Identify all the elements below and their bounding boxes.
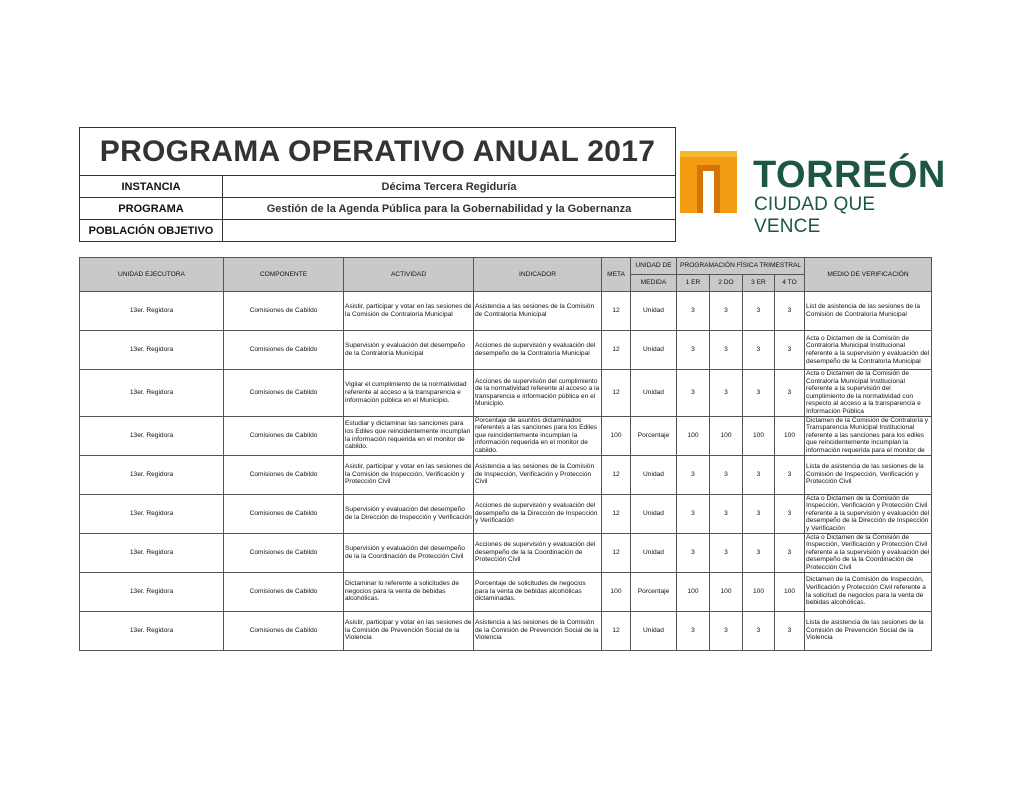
- cell-unidad-ejecutora: 13er. Regidora: [80, 370, 224, 417]
- cell-q1: 3: [677, 494, 710, 533]
- cell-q3: 3: [743, 455, 775, 494]
- cell-meta: 12: [602, 455, 631, 494]
- cell-indicador: Porcentaje de solicitudes de negocios para la venta de bebidas alcohólicas dictaminadas.: [474, 572, 602, 611]
- cell-q1: 3: [677, 455, 710, 494]
- table-row: [80, 611, 932, 650]
- cell-q4: 3: [775, 331, 805, 370]
- header-row-programa: [80, 198, 676, 220]
- cell-unidad-ejecutora: 13er. Regidora: [80, 572, 224, 611]
- cell-componente: Comisiones de Cabildo: [224, 572, 344, 611]
- cell-unidad-medida: Unidad: [631, 292, 677, 331]
- cell-medio-verificacion: Lista de asistencia de las sesiones de la Comisión de Prevención Social de la Violencia: [805, 611, 932, 650]
- cell-q3: 100: [743, 572, 775, 611]
- cell-medio-verificacion: Acta o Dictamen de la Comisión de Inspección, Verificación y Protección Civil referente a la supervisión y evaluación del desempeño de la la Coordinación de Protección Civil: [805, 533, 932, 572]
- col-header-unidad-ejecutora: UNIDAD EJECUTORA: [80, 258, 224, 292]
- table-row: [80, 292, 932, 331]
- cell-actividad: Supervisión y evaluación del desempeño de la Dirección de Inspección y Verificación: [344, 494, 474, 533]
- col-header-q4: 4 TO: [775, 275, 805, 292]
- cell-q4: 3: [775, 292, 805, 331]
- cell-indicador: Acciones de supervisión y evaluación del desempeño de la Contraloría Municipal: [474, 331, 602, 370]
- cell-q1: 3: [677, 292, 710, 331]
- cell-medio-verificacion: Acta o Dictamen de la Comisión de Inspección, Verificación y Protección Civil referente a la supervisión y evaluación del desempeño de la Dirección de Inspección y Verificación: [805, 494, 932, 533]
- cell-unidad-medida: Unidad: [631, 331, 677, 370]
- page-title: PROGRAMA OPERATIVO ANUAL 2017: [80, 128, 676, 176]
- table-row: [80, 572, 932, 611]
- cell-medio-verificacion: Dictamen de la Comisión de Inspección, Verificación y Protección Civil referente a la solicitud de negocios para la venta de bebidas alcohólicas.: [805, 572, 932, 611]
- program-header-table: [79, 127, 676, 242]
- torreon-logo-mark-icon: [680, 151, 737, 213]
- cell-meta: 100: [602, 416, 631, 455]
- header-row-poblacion: [80, 220, 676, 242]
- cell-componente: Comisiones de Cabildo: [224, 533, 344, 572]
- cell-meta: 100: [602, 572, 631, 611]
- cell-componente: Comisiones de Cabildo: [224, 331, 344, 370]
- cell-unidad-medida: Unidad: [631, 494, 677, 533]
- cell-indicador: Porcentaje de asuntos dictaminados referentes a las sanciones para los Ediles que reincidentemente incumplan la información requerida en el monitor de cabildo.: [474, 416, 602, 455]
- cell-unidad-ejecutora: 13er. Regidora: [80, 292, 224, 331]
- cell-q3: 3: [743, 533, 775, 572]
- cell-meta: 12: [602, 533, 631, 572]
- cell-q2: 3: [710, 455, 743, 494]
- cell-actividad: Asistir, participar y votar en las sesiones de la Comisión de Inspección, Verificación y Protección Civil: [344, 455, 474, 494]
- cell-actividad: Supervisión y evaluación del desempeño de la la Coordinación de Protección Civil: [344, 533, 474, 572]
- cell-unidad-medida: Porcentaje: [631, 572, 677, 611]
- col-header-medida: MEDIDA: [631, 275, 677, 292]
- cell-meta: 12: [602, 370, 631, 417]
- torreon-logo: [680, 150, 946, 237]
- header-row-instancia: [80, 176, 676, 198]
- cell-q4: 3: [775, 533, 805, 572]
- header-label: POBLACIÓN OBJETIVO: [80, 220, 223, 242]
- cell-medio-verificacion: Acta o Dictamen de la Comisión de Contraloría Municipal Institucional referente a la supervisión del cumplimiento de la normatividad con respecto al acceso a la transparencia e Información Pública: [805, 370, 932, 417]
- cell-componente: Comisiones de Cabildo: [224, 416, 344, 455]
- cell-q3: 3: [743, 370, 775, 417]
- cell-unidad-medida: Porcentaje: [631, 416, 677, 455]
- cell-q3: 3: [743, 494, 775, 533]
- cell-indicador: Asistencia a las sesiones de la Comisión de la Comisión de Prevención Social de la Violencia: [474, 611, 602, 650]
- col-header-unidad-de: UNIDAD DE: [631, 258, 677, 275]
- cell-unidad-medida: Unidad: [631, 611, 677, 650]
- col-header-q2: 2 DO: [710, 275, 743, 292]
- cell-meta: 12: [602, 292, 631, 331]
- cell-componente: Comisiones de Cabildo: [224, 455, 344, 494]
- cell-q4: 3: [775, 370, 805, 417]
- table-row: [80, 533, 932, 572]
- cell-unidad-ejecutora: 13er. Regidora: [80, 416, 224, 455]
- cell-q4: 3: [775, 611, 805, 650]
- cell-componente: Comisiones de Cabildo: [224, 611, 344, 650]
- table-row: [80, 416, 932, 455]
- cell-q1: 3: [677, 611, 710, 650]
- activities-table: [79, 257, 932, 651]
- cell-medio-verificacion: Acta o Dictamen de la Comisión de Contraloría Municipal Institucional referente a la supervisión y evaluación del desempeño de la Contraloría Municipal: [805, 331, 932, 370]
- cell-q1: 3: [677, 331, 710, 370]
- header-value: [223, 220, 676, 242]
- table-row: [80, 331, 932, 370]
- cell-unidad-medida: Unidad: [631, 370, 677, 417]
- cell-unidad-ejecutora: 13er. Regidora: [80, 331, 224, 370]
- cell-q2: 3: [710, 533, 743, 572]
- cell-meta: 12: [602, 331, 631, 370]
- cell-indicador: Acciones de supervisión y evaluación del desempeño de la la Coordinación de Protección Civil: [474, 533, 602, 572]
- cell-q2: 3: [710, 494, 743, 533]
- cell-q2: 100: [710, 416, 743, 455]
- header-label: INSTANCIA: [80, 176, 223, 198]
- col-header-actividad: ACTIVIDAD: [344, 258, 474, 292]
- header-label: PROGRAMA: [80, 198, 223, 220]
- cell-meta: 12: [602, 494, 631, 533]
- cell-actividad: Supervisión y evaluación del desempeño de la Contraloría Municipal: [344, 331, 474, 370]
- col-header-componente: COMPONENTE: [224, 258, 344, 292]
- col-header-medio-verificacion: MEDIO DE VERIFICACIÓN: [805, 258, 932, 292]
- cell-unidad-medida: Unidad: [631, 455, 677, 494]
- cell-q3: 3: [743, 331, 775, 370]
- cell-q4: 3: [775, 494, 805, 533]
- cell-q2: 3: [710, 611, 743, 650]
- cell-actividad: Asistir, participar y votar en las sesiones de la Comisión de Prevención Social de la Violencia: [344, 611, 474, 650]
- cell-indicador: Acciones de supervisión y evaluación del desempeño de la Dirección de Inspección y Verificación: [474, 494, 602, 533]
- cell-medio-verificacion: Lista de asistencia de las sesiones de la Comisión de Inspección, Verificación y Protección Civil: [805, 455, 932, 494]
- cell-componente: Comisiones de Cabildo: [224, 494, 344, 533]
- table-row: [80, 494, 932, 533]
- cell-q2: 3: [710, 331, 743, 370]
- cell-q1: 3: [677, 370, 710, 417]
- cell-unidad-ejecutora: 13er. Regidora: [80, 611, 224, 650]
- header-value: Gestión de la Agenda Pública para la Gobernabilidad y la Gobernanza: [223, 198, 676, 220]
- cell-medio-verificacion: List de asistencia de las sesiones de la Comisión de Contraloría Municipal: [805, 292, 932, 331]
- cell-unidad-ejecutora: 13er. Regidora: [80, 455, 224, 494]
- cell-q3: 100: [743, 416, 775, 455]
- cell-q1: 100: [677, 416, 710, 455]
- cell-meta: 12: [602, 611, 631, 650]
- cell-q3: 3: [743, 292, 775, 331]
- cell-q3: 3: [743, 611, 775, 650]
- table-row: [80, 370, 932, 417]
- cell-q1: 100: [677, 572, 710, 611]
- cell-q4: 3: [775, 455, 805, 494]
- cell-actividad: Estudiar y dictaminar las sanciones para los Ediles que reincidentemente incumplan la información requerida en el monitor de cabildo.: [344, 416, 474, 455]
- col-header-q1: 1 ER: [677, 275, 710, 292]
- cell-actividad: Dictaminar lo referente a solicitudes de negocios para la venta de bebidas alcohólicas.: [344, 572, 474, 611]
- cell-q4: 100: [775, 572, 805, 611]
- table-row: [80, 455, 932, 494]
- cell-indicador: Asistencia a las sesiones de la Comisión de Contraloría Municipal: [474, 292, 602, 331]
- col-header-q3: 3 ER: [743, 275, 775, 292]
- col-header-meta: META: [602, 258, 631, 292]
- cell-unidad-ejecutora: 13er. Regidora: [80, 494, 224, 533]
- cell-q2: 100: [710, 572, 743, 611]
- cell-unidad-medida: Unidad: [631, 533, 677, 572]
- cell-q2: 3: [710, 370, 743, 417]
- cell-unidad-ejecutora: 13er. Regidora: [80, 533, 224, 572]
- logo-tagline: CIUDAD QUE VENCE: [754, 194, 876, 237]
- col-header-indicador: INDICADOR: [474, 258, 602, 292]
- cell-indicador: Asistencia a las sesiones de la Comisión de Inspección, Verificación y Protección Civil: [474, 455, 602, 494]
- cell-actividad: Asistir, participar y votar en las sesiones de la Comisión de Contraloría Municipal: [344, 292, 474, 331]
- cell-componente: Comisiones de Cabildo: [224, 292, 344, 331]
- cell-indicador: Acciones de supervisión del cumplimiento de la normatividad referente al acceso a la transparencia e información pública en el Municipio.: [474, 370, 602, 417]
- cell-q2: 3: [710, 292, 743, 331]
- cell-componente: Comisiones de Cabildo: [224, 370, 344, 417]
- logo-wordmark: TORREÓN: [753, 154, 946, 196]
- cell-q4: 100: [775, 416, 805, 455]
- cell-medio-verificacion: Dictamen de la Comisión de Contraloría y Transparencia Municipal Institucional referente a las sanciones para los ediles que reincidentemente incumplan la información requerida para el monitor de: [805, 416, 932, 455]
- col-header-programacion: PROGRAMACIÓN FÍSICA TRIMESTRAL: [677, 258, 805, 275]
- cell-q1: 3: [677, 533, 710, 572]
- header-value: Décima Tercera Regiduría: [223, 176, 676, 198]
- cell-actividad: Vigilar el cumplimiento de la normatividad referente al acceso a la transparencia e información pública en el Municipio.: [344, 370, 474, 417]
